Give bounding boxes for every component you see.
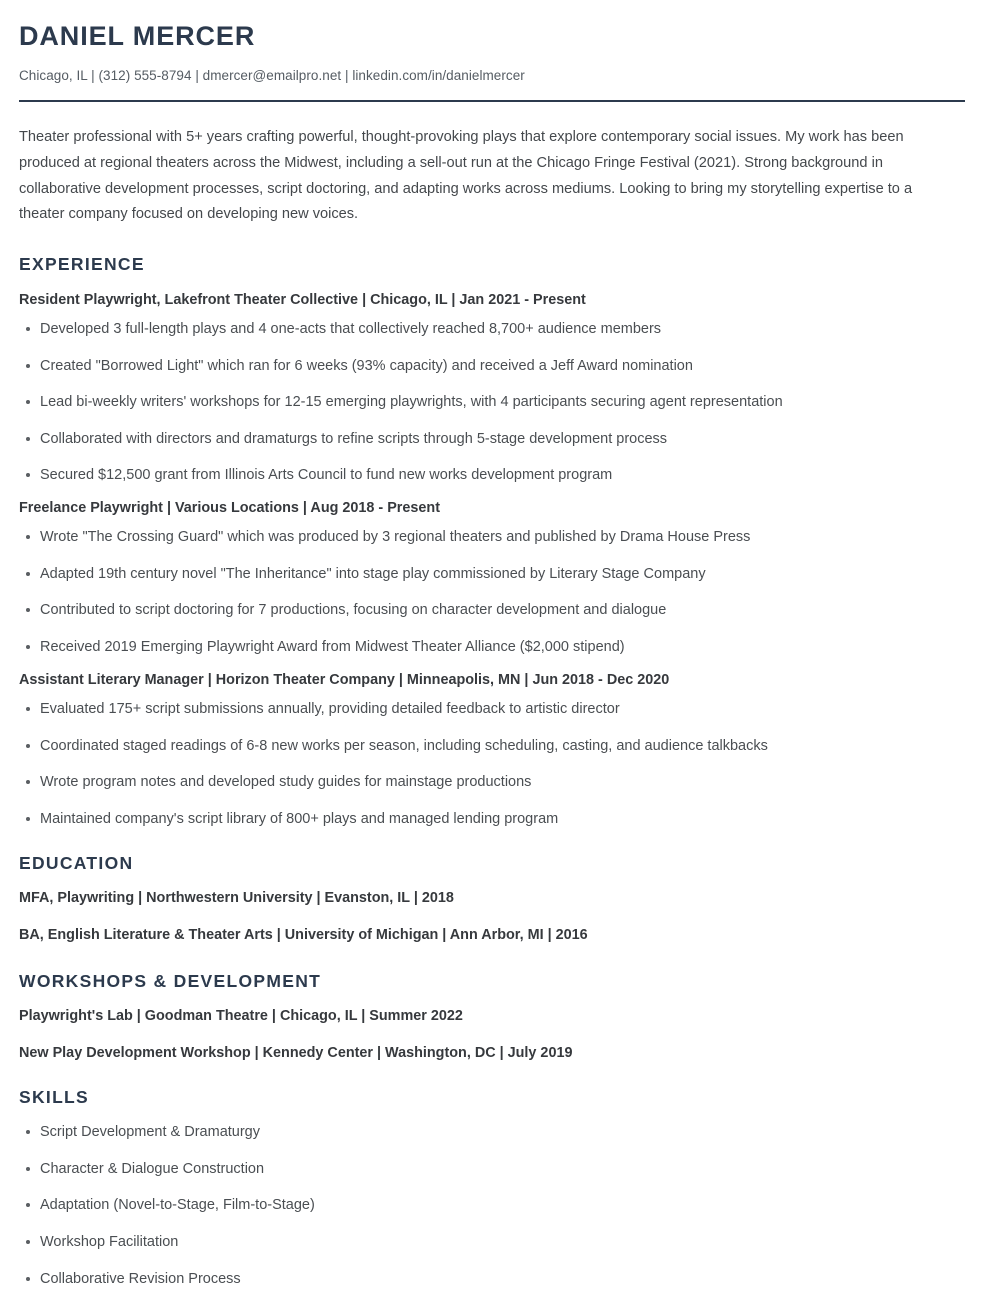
section-workshops — [19, 971, 965, 1063]
job-bullet-list — [19, 700, 965, 829]
contact-line: Chicago, IL | (312) 555-8794 | dmercer@emailpro.net | linkedin.com/in/danielmercer — [19, 67, 525, 83]
workshop-entry: Playwright's Lab | Goodman Theatre | Chicago, IL | Summer 2022 — [19, 1008, 463, 1025]
skills-list — [19, 1123, 965, 1289]
job-bullet: Developed 3 full-length plays and 4 one-acts that collectively reached 8,700+ audience members — [19, 320, 965, 340]
section-education — [19, 853, 965, 945]
section-experience — [19, 254, 965, 829]
header-divider — [19, 100, 965, 102]
job-bullet: Wrote program notes and developed study guides for mainstage productions — [19, 773, 965, 793]
job-bullet: Coordinated staged readings of 6-8 new works per season, including scheduling, casting, and audience talkbacks — [19, 737, 965, 757]
job-entry — [19, 291, 965, 486]
job-bullet: Maintained company's script library of 800+ plays and managed lending program — [19, 810, 965, 830]
job-bullet-list — [19, 320, 965, 486]
candidate-name: DANIEL MERCER — [19, 21, 256, 51]
resume-header — [19, 22, 965, 102]
job-entry — [19, 499, 965, 658]
section-title-workshops: WORKSHOPS & DEVELOPMENT — [19, 971, 322, 992]
job-bullet: Evaluated 175+ script submissions annually, providing detailed feedback to artistic director — [19, 700, 965, 720]
skill-item: Character & Dialogue Construction — [19, 1160, 965, 1180]
section-title-education: EDUCATION — [19, 853, 134, 874]
job-bullet-list — [19, 528, 965, 657]
workshop-entry: New Play Development Workshop | Kennedy Center | Washington, DC | July 2019 — [19, 1044, 573, 1061]
section-skills — [19, 1087, 965, 1289]
job-bullet: Received 2019 Emerging Playwright Award from Midwest Theater Alliance ($2,000 stipend) — [19, 638, 965, 658]
job-bullet: Collaborated with directors and dramaturgs to refine scripts through 5-stage development process — [19, 430, 965, 450]
job-bullet: Wrote "The Crossing Guard" which was produced by 3 regional theaters and published by Drama House Press — [19, 528, 965, 548]
skill-item: Adaptation (Novel-to-Stage, Film-to-Stage) — [19, 1196, 965, 1216]
job-heading: Resident Playwright, Lakefront Theater Collective | Chicago, IL | Jan 2021 - Present — [19, 291, 586, 308]
job-bullet: Adapted 19th century novel "The Inheritance" into stage play commissioned by Literary Stage Company — [19, 565, 965, 585]
skill-item: Script Development & Dramaturgy — [19, 1123, 965, 1143]
education-entry: BA, English Literature & Theater Arts | University of Michigan | Ann Arbor, MI | 2016 — [19, 926, 588, 943]
section-title-skills: SKILLS — [19, 1087, 90, 1108]
professional-summary: Theater professional with 5+ years crafting powerful, thought-provoking plays that explore contemporary social issues. My work has been produced at regional theaters across the Midwest, including a sell-out run at the Chicago Fringe Festival (2021). Strong background in collaborative development processes, script doctoring, and adapting works across mediums. Looking to bring my storytelling expertise to a theater company focused on developing new voices. — [19, 128, 913, 223]
skill-item: Collaborative Revision Process — [19, 1270, 965, 1289]
skill-item: Workshop Facilitation — [19, 1233, 965, 1253]
job-bullet: Lead bi-weekly writers' workshops for 12-15 emerging playwrights, with 4 participants securing agent representation — [19, 393, 965, 413]
job-bullet: Contributed to script doctoring for 7 productions, focusing on character development and dialogue — [19, 601, 965, 621]
job-bullet: Created "Borrowed Light" which ran for 6 weeks (93% capacity) and received a Jeff Award nomination — [19, 357, 965, 377]
section-title-experience: EXPERIENCE — [19, 254, 145, 275]
job-heading: Freelance Playwright | Various Locations | Aug 2018 - Present — [19, 499, 440, 516]
job-heading: Assistant Literary Manager | Horizon Theater Company | Minneapolis, MN | Jun 2018 - Dec 2020 — [19, 671, 670, 688]
job-bullet: Secured $12,500 grant from Illinois Arts Council to fund new works development program — [19, 466, 965, 486]
job-entry — [19, 671, 965, 830]
education-entry: MFA, Playwriting | Northwestern University | Evanston, IL | 2018 — [19, 890, 454, 907]
